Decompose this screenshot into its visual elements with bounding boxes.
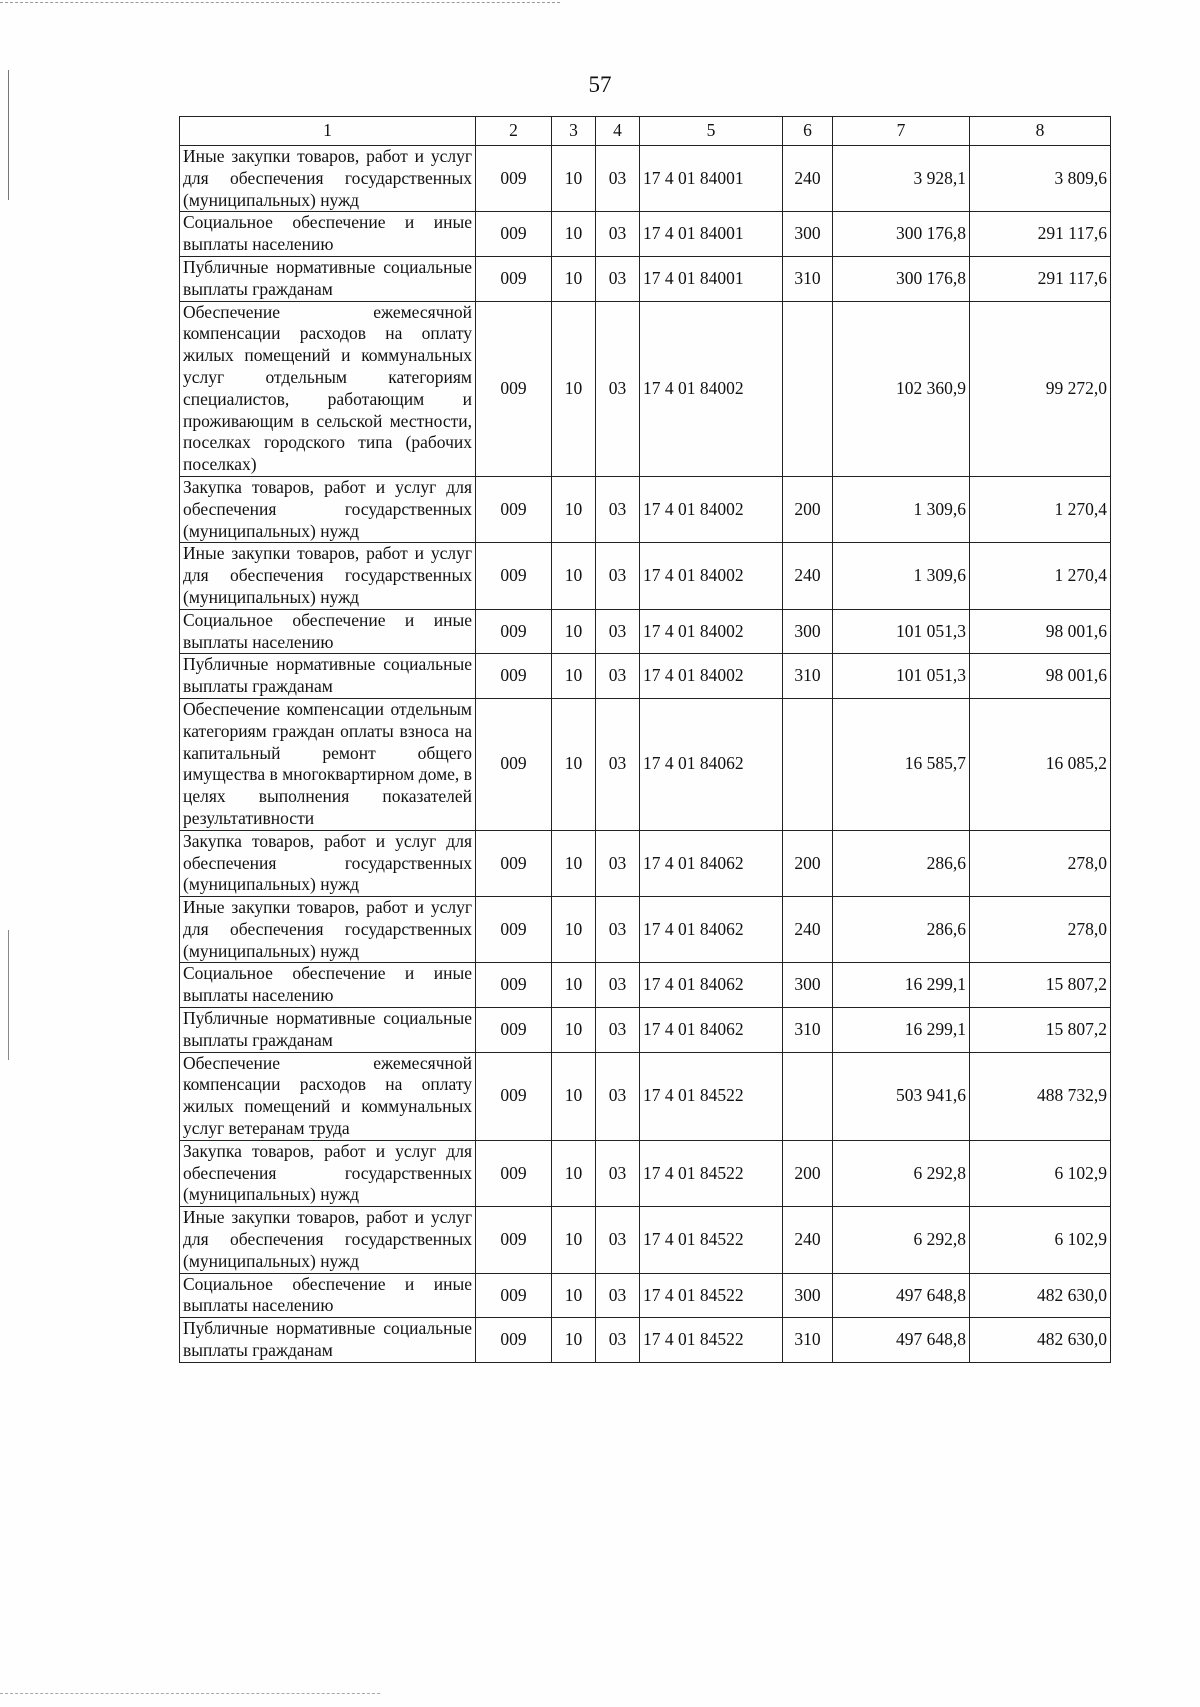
table-row (180, 897, 1111, 963)
column-header: 8 (970, 117, 1111, 146)
row-name-cell: Обеспечение ежемесячной компенсации расходов на оплату жилых помещений и коммунальных услуг отдельным категориям специалистов, работающим и проживающим в сельской местности, поселках городского типа (рабочих поселках) (180, 301, 476, 476)
row-name-cell: Публичные нормативные социальные выплаты гражданам (180, 256, 476, 301)
division-code-cell: 10 (552, 543, 596, 609)
target-item-cell: 17 4 01 84002 (640, 609, 783, 654)
subdivision-code-cell: 03 (596, 146, 640, 212)
scan-edge-top (0, 2, 560, 3)
expense-type-cell: 200 (783, 476, 833, 542)
division-code-cell: 10 (552, 301, 596, 476)
table-row (180, 146, 1111, 212)
section-code-cell: 009 (476, 301, 552, 476)
subdivision-code-cell: 03 (596, 1008, 640, 1053)
expense-type-cell: 310 (783, 256, 833, 301)
section-code-cell: 009 (476, 212, 552, 257)
subdivision-code-cell: 03 (596, 1052, 640, 1140)
section-code-cell: 009 (476, 830, 552, 896)
table-row (180, 212, 1111, 257)
amount-cell: 497 648,8 (833, 1318, 970, 1363)
row-name-cell: Обеспечение компенсации отдельным категориям граждан оплаты взноса на капитальный ремонт общего имущества в многоквартирном доме, в целях выполнения показателей результативности (180, 698, 476, 830)
table-row (180, 698, 1111, 830)
table-body (180, 146, 1111, 1363)
section-code-cell: 009 (476, 897, 552, 963)
section-code-cell: 009 (476, 698, 552, 830)
expense-type-cell: 200 (783, 1140, 833, 1206)
expense-type-cell: 300 (783, 1273, 833, 1318)
expense-type-cell: 300 (783, 212, 833, 257)
table-row (180, 830, 1111, 896)
expense-type-cell: 300 (783, 609, 833, 654)
amount-cell: 482 630,0 (970, 1273, 1111, 1318)
row-name-cell: Иные закупки товаров, работ и услуг для обеспечения государственных (муниципальных) нужд (180, 1207, 476, 1273)
target-item-cell: 17 4 01 84522 (640, 1318, 783, 1363)
row-name-cell: Иные закупки товаров, работ и услуг для обеспечения государственных (муниципальных) нужд (180, 897, 476, 963)
row-name-cell: Социальное обеспечение и иные выплаты населению (180, 212, 476, 257)
column-header: 7 (833, 117, 970, 146)
amount-cell: 6 292,8 (833, 1207, 970, 1273)
section-code-cell: 009 (476, 476, 552, 542)
amount-cell: 98 001,6 (970, 654, 1111, 699)
target-item-cell: 17 4 01 84062 (640, 1008, 783, 1053)
expense-type-cell (783, 698, 833, 830)
amount-cell: 6 102,9 (970, 1140, 1111, 1206)
amount-cell: 15 807,2 (970, 963, 1111, 1008)
subdivision-code-cell: 03 (596, 698, 640, 830)
division-code-cell: 10 (552, 1207, 596, 1273)
subdivision-code-cell: 03 (596, 1207, 640, 1273)
division-code-cell: 10 (552, 897, 596, 963)
expense-type-cell: 200 (783, 830, 833, 896)
row-name-cell: Социальное обеспечение и иные выплаты населению (180, 963, 476, 1008)
amount-cell: 16 299,1 (833, 1008, 970, 1053)
row-name-cell: Публичные нормативные социальные выплаты гражданам (180, 1318, 476, 1363)
section-code-cell: 009 (476, 256, 552, 301)
amount-cell: 102 360,9 (833, 301, 970, 476)
subdivision-code-cell: 03 (596, 609, 640, 654)
amount-cell: 1 270,4 (970, 543, 1111, 609)
subdivision-code-cell: 03 (596, 830, 640, 896)
expense-type-cell: 310 (783, 1008, 833, 1053)
amount-cell: 291 117,6 (970, 256, 1111, 301)
column-header: 4 (596, 117, 640, 146)
division-code-cell: 10 (552, 1318, 596, 1363)
division-code-cell: 10 (552, 212, 596, 257)
table-row (180, 1318, 1111, 1363)
target-item-cell: 17 4 01 84001 (640, 256, 783, 301)
scan-edge-left (8, 930, 9, 1060)
table-row (180, 476, 1111, 542)
amount-cell: 6 292,8 (833, 1140, 970, 1206)
row-name-cell: Публичные нормативные социальные выплаты гражданам (180, 654, 476, 699)
section-code-cell: 009 (476, 1273, 552, 1318)
amount-cell: 497 648,8 (833, 1273, 970, 1318)
amount-cell: 286,6 (833, 830, 970, 896)
target-item-cell: 17 4 01 84002 (640, 476, 783, 542)
subdivision-code-cell: 03 (596, 476, 640, 542)
division-code-cell: 10 (552, 146, 596, 212)
amount-cell: 15 807,2 (970, 1008, 1111, 1053)
target-item-cell: 17 4 01 84001 (640, 212, 783, 257)
expense-type-cell: 240 (783, 146, 833, 212)
target-item-cell: 17 4 01 84002 (640, 543, 783, 609)
table-row (180, 1207, 1111, 1273)
section-code-cell: 009 (476, 543, 552, 609)
column-header: 1 (180, 117, 476, 146)
subdivision-code-cell: 03 (596, 1318, 640, 1363)
section-code-cell: 009 (476, 1008, 552, 1053)
amount-cell: 16 299,1 (833, 963, 970, 1008)
row-name-cell: Социальное обеспечение и иные выплаты населению (180, 1273, 476, 1318)
column-header: 3 (552, 117, 596, 146)
table-row (180, 301, 1111, 476)
amount-cell: 16 585,7 (833, 698, 970, 830)
subdivision-code-cell: 03 (596, 1273, 640, 1318)
subdivision-code-cell: 03 (596, 1140, 640, 1206)
target-item-cell: 17 4 01 84522 (640, 1207, 783, 1273)
table-row (180, 654, 1111, 699)
subdivision-code-cell: 03 (596, 963, 640, 1008)
division-code-cell: 10 (552, 698, 596, 830)
amount-cell: 101 051,3 (833, 609, 970, 654)
expense-type-cell: 240 (783, 1207, 833, 1273)
row-name-cell: Закупка товаров, работ и услуг для обеспечения государственных (муниципальных) нужд (180, 830, 476, 896)
page-number: 57 (588, 72, 612, 97)
amount-cell: 99 272,0 (970, 301, 1111, 476)
division-code-cell: 10 (552, 609, 596, 654)
target-item-cell: 17 4 01 84062 (640, 963, 783, 1008)
amount-cell: 16 085,2 (970, 698, 1111, 830)
row-name-cell: Иные закупки товаров, работ и услуг для обеспечения государственных (муниципальных) нужд (180, 146, 476, 212)
section-code-cell: 009 (476, 654, 552, 699)
column-header: 5 (640, 117, 783, 146)
target-item-cell: 17 4 01 84062 (640, 830, 783, 896)
header-row (180, 117, 1111, 146)
amount-cell: 6 102,9 (970, 1207, 1111, 1273)
subdivision-code-cell: 03 (596, 654, 640, 699)
division-code-cell: 10 (552, 1140, 596, 1206)
table-row (180, 1008, 1111, 1053)
section-code-cell: 009 (476, 1207, 552, 1273)
amount-cell: 278,0 (970, 897, 1111, 963)
expense-type-cell: 240 (783, 543, 833, 609)
subdivision-code-cell: 03 (596, 212, 640, 257)
table-row (180, 963, 1111, 1008)
budget-table (179, 116, 1111, 1363)
section-code-cell: 009 (476, 146, 552, 212)
column-header: 6 (783, 117, 833, 146)
amount-cell: 291 117,6 (970, 212, 1111, 257)
expense-type-cell: 240 (783, 897, 833, 963)
target-item-cell: 17 4 01 84522 (640, 1140, 783, 1206)
expense-type-cell (783, 1052, 833, 1140)
division-code-cell: 10 (552, 256, 596, 301)
table-row (180, 1052, 1111, 1140)
section-code-cell: 009 (476, 1052, 552, 1140)
target-item-cell: 17 4 01 84062 (640, 897, 783, 963)
target-item-cell: 17 4 01 84522 (640, 1273, 783, 1318)
section-code-cell: 009 (476, 1318, 552, 1363)
amount-cell: 1 270,4 (970, 476, 1111, 542)
target-item-cell: 17 4 01 84522 (640, 1052, 783, 1140)
row-name-cell: Закупка товаров, работ и услуг для обеспечения государственных (муниципальных) нужд (180, 1140, 476, 1206)
division-code-cell: 10 (552, 1052, 596, 1140)
table-row (180, 1140, 1111, 1206)
amount-cell: 300 176,8 (833, 212, 970, 257)
division-code-cell: 10 (552, 830, 596, 896)
expense-type-cell: 310 (783, 654, 833, 699)
division-code-cell: 10 (552, 654, 596, 699)
table-row (180, 1273, 1111, 1318)
target-item-cell: 17 4 01 84062 (640, 698, 783, 830)
row-name-cell: Иные закупки товаров, работ и услуг для обеспечения государственных (муниципальных) нужд (180, 543, 476, 609)
expense-type-cell: 300 (783, 963, 833, 1008)
subdivision-code-cell: 03 (596, 256, 640, 301)
amount-cell: 278,0 (970, 830, 1111, 896)
amount-cell: 482 630,0 (970, 1318, 1111, 1363)
amount-cell: 503 941,6 (833, 1052, 970, 1140)
amount-cell: 101 051,3 (833, 654, 970, 699)
division-code-cell: 10 (552, 963, 596, 1008)
table-row (180, 609, 1111, 654)
section-code-cell: 009 (476, 609, 552, 654)
amount-cell: 300 176,8 (833, 256, 970, 301)
expense-type-cell: 310 (783, 1318, 833, 1363)
section-code-cell: 009 (476, 963, 552, 1008)
division-code-cell: 10 (552, 476, 596, 542)
amount-cell: 1 309,6 (833, 543, 970, 609)
target-item-cell: 17 4 01 84001 (640, 146, 783, 212)
expense-type-cell (783, 301, 833, 476)
amount-cell: 286,6 (833, 897, 970, 963)
amount-cell: 98 001,6 (970, 609, 1111, 654)
table-row (180, 256, 1111, 301)
amount-cell: 3 809,6 (970, 146, 1111, 212)
section-code-cell: 009 (476, 1140, 552, 1206)
table-row (180, 543, 1111, 609)
row-name-cell: Социальное обеспечение и иные выплаты населению (180, 609, 476, 654)
table-header (180, 117, 1111, 146)
row-name-cell: Закупка товаров, работ и услуг для обеспечения государственных (муниципальных) нужд (180, 476, 476, 542)
subdivision-code-cell: 03 (596, 897, 640, 963)
subdivision-code-cell: 03 (596, 543, 640, 609)
division-code-cell: 10 (552, 1008, 596, 1053)
target-item-cell: 17 4 01 84002 (640, 301, 783, 476)
division-code-cell: 10 (552, 1273, 596, 1318)
subdivision-code-cell: 03 (596, 301, 640, 476)
amount-cell: 3 928,1 (833, 146, 970, 212)
target-item-cell: 17 4 01 84002 (640, 654, 783, 699)
amount-cell: 1 309,6 (833, 476, 970, 542)
amount-cell: 488 732,9 (970, 1052, 1111, 1140)
row-name-cell: Публичные нормативные социальные выплаты гражданам (180, 1008, 476, 1053)
column-header: 2 (476, 117, 552, 146)
scan-edge-bottom (0, 1693, 380, 1694)
row-name-cell: Обеспечение ежемесячной компенсации расходов на оплату жилых помещений и коммунальных услуг ветеранам труда (180, 1052, 476, 1140)
